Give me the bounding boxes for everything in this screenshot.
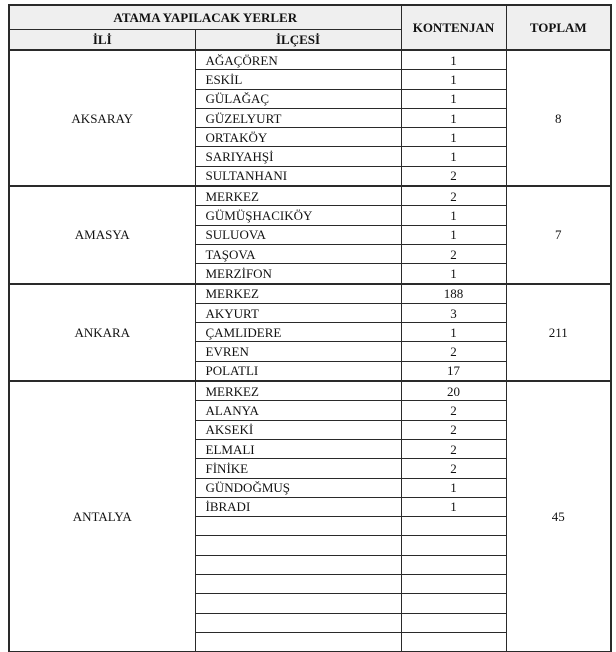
table-row: [9, 50, 611, 70]
district-cell: SARIYAHŞİ: [195, 147, 401, 166]
total-cell: 8: [506, 50, 611, 186]
assignment-table: [8, 4, 612, 652]
quota-cell: 1: [401, 50, 506, 70]
district-cell: AKSEKİ: [195, 420, 401, 439]
header-ilcesi: İLÇESİ: [195, 30, 401, 51]
quota-cell: [401, 613, 506, 632]
quota-cell: 2: [401, 244, 506, 263]
quota-cell: [401, 555, 506, 574]
district-cell: İBRADI: [195, 497, 401, 516]
district-cell: [195, 594, 401, 613]
district-cell: [195, 517, 401, 536]
total-cell: 7: [506, 186, 611, 283]
quota-cell: 2: [401, 342, 506, 361]
quota-cell: 1: [401, 497, 506, 516]
district-cell: GÜZELYURT: [195, 108, 401, 127]
quota-cell: 2: [401, 459, 506, 478]
quota-cell: 17: [401, 361, 506, 381]
quota-cell: 1: [401, 206, 506, 225]
quota-cell: 1: [401, 108, 506, 127]
district-cell: GÜNDOĞMUŞ: [195, 478, 401, 497]
quota-cell: [401, 632, 506, 651]
district-cell: GÜLAĞAÇ: [195, 89, 401, 108]
quota-cell: [401, 536, 506, 555]
total-cell: 211: [506, 284, 611, 381]
district-cell: MERKEZ: [195, 186, 401, 206]
quota-cell: 1: [401, 89, 506, 108]
table-row: [9, 284, 611, 304]
quota-cell: 1: [401, 128, 506, 147]
quota-cell: 3: [401, 303, 506, 322]
district-cell: SULUOVA: [195, 225, 401, 244]
district-cell: [195, 575, 401, 594]
quota-cell: 1: [401, 147, 506, 166]
table-row: [9, 186, 611, 206]
quota-cell: 2: [401, 186, 506, 206]
district-cell: [195, 613, 401, 632]
district-cell: ORTAKÖY: [195, 128, 401, 147]
district-cell: ELMALI: [195, 439, 401, 458]
quota-cell: 1: [401, 478, 506, 497]
district-cell: MERZİFON: [195, 264, 401, 284]
quota-cell: 1: [401, 323, 506, 342]
quota-cell: 188: [401, 284, 506, 304]
district-cell: MERKEZ: [195, 381, 401, 401]
quota-cell: 1: [401, 70, 506, 89]
district-cell: EVREN: [195, 342, 401, 361]
district-cell: TAŞOVA: [195, 244, 401, 263]
district-cell: [195, 555, 401, 574]
district-cell: GÜMÜŞHACIKÖY: [195, 206, 401, 225]
quota-cell: 1: [401, 225, 506, 244]
header-row-1: [9, 5, 611, 30]
district-cell: FİNİKE: [195, 459, 401, 478]
table-header: [9, 5, 611, 50]
district-cell: ÇAMLIDERE: [195, 323, 401, 342]
quota-cell: [401, 575, 506, 594]
district-cell: [195, 632, 401, 651]
assignment-table-container: [8, 4, 612, 652]
district-cell: ALANYA: [195, 401, 401, 420]
district-cell: AKYURT: [195, 303, 401, 322]
header-toplam: TOPLAM: [506, 5, 611, 50]
table-body: [9, 50, 611, 652]
quota-cell: 20: [401, 381, 506, 401]
table-row: [9, 381, 611, 401]
district-cell: [195, 536, 401, 555]
header-kontenjan: KONTENJAN: [401, 5, 506, 50]
header-atama-yapilacak-yerler: ATAMA YAPILACAK YERLER: [9, 5, 401, 30]
quota-cell: 1: [401, 264, 506, 284]
quota-cell: 2: [401, 439, 506, 458]
province-cell: AMASYA: [9, 186, 195, 283]
district-cell: SULTANHANI: [195, 166, 401, 186]
header-ili: İLİ: [9, 30, 195, 51]
province-cell: ANTALYA: [9, 381, 195, 652]
quota-cell: 2: [401, 401, 506, 420]
province-cell: ANKARA: [9, 284, 195, 381]
district-cell: ESKİL: [195, 70, 401, 89]
quota-cell: [401, 517, 506, 536]
district-cell: POLATLI: [195, 361, 401, 381]
quota-cell: 2: [401, 420, 506, 439]
quota-cell: 2: [401, 166, 506, 186]
province-cell: AKSARAY: [9, 50, 195, 186]
quota-cell: [401, 594, 506, 613]
district-cell: MERKEZ: [195, 284, 401, 304]
district-cell: AĞAÇÖREN: [195, 50, 401, 70]
total-cell: 45: [506, 381, 611, 652]
